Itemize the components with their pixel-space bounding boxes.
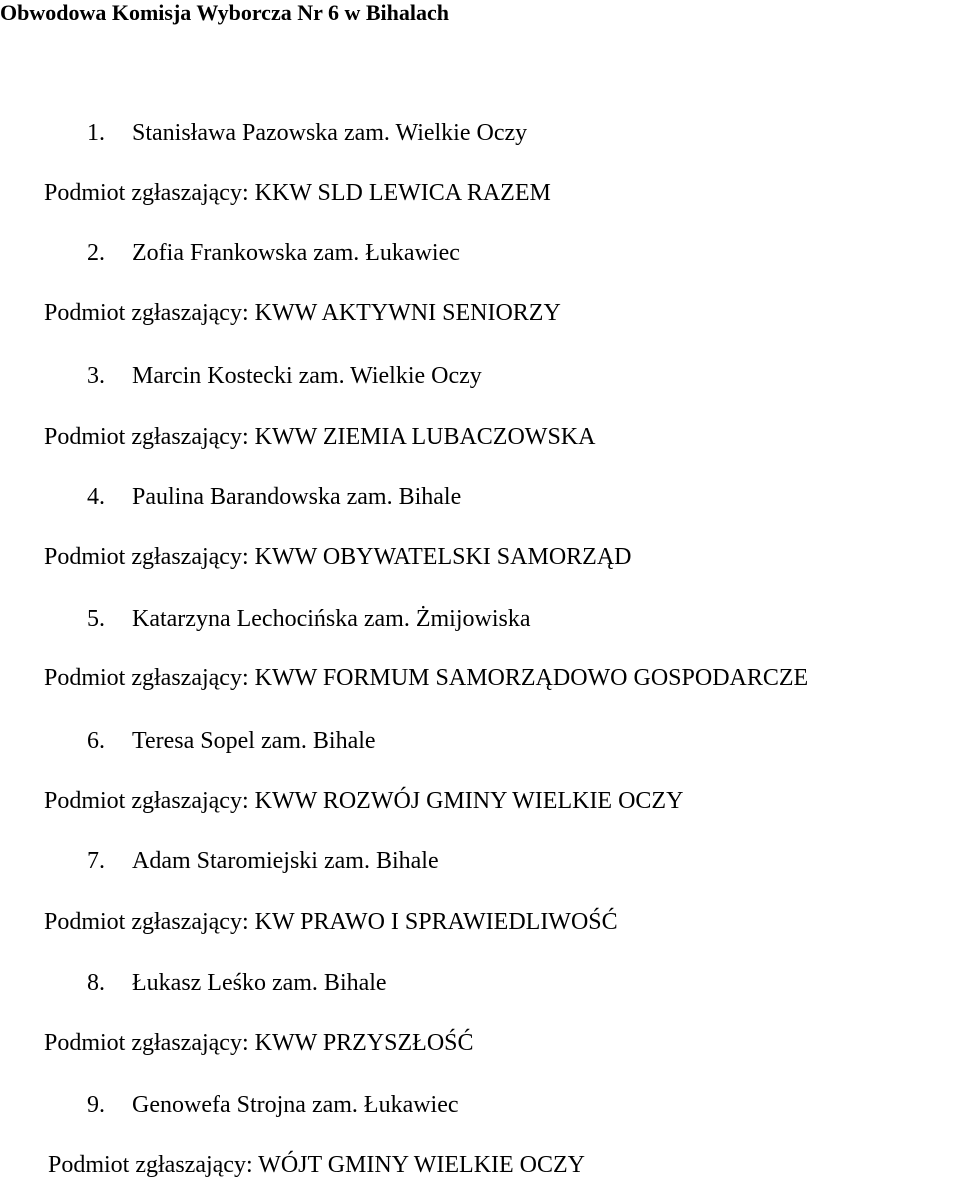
nominating-entity: Podmiot zgłaszający: KWW OBYWATELSKI SAMORZĄD — [44, 544, 632, 570]
page-title: Obwodowa Komisja Wyborcza Nr 6 w Bihalach — [0, 0, 449, 25]
member-name-address: Adam Staromiejski zam. Bihale — [132, 848, 439, 874]
nominating-entity: Podmiot zgłaszający: KW PRAWO I SPRAWIEDLIWOŚĆ — [44, 909, 618, 935]
member-name-address: Zofia Frankowska zam. Łukawiec — [132, 240, 460, 266]
nominating-entity: Podmiot zgłaszający: KWW FORMUM SAMORZĄDOWO GOSPODARCZE — [44, 665, 809, 691]
nominating-entity: Podmiot zgłaszający: KWW AKTYWNI SENIORZY — [44, 300, 561, 326]
nominating-entity: Podmiot zgłaszający: KKW SLD LEWICA RAZEM — [44, 180, 551, 206]
nominating-entity: Podmiot zgłaszający: WÓJT GMINY WIELKIE OCZY — [48, 1152, 586, 1178]
member-entry — [87, 483, 461, 511]
member-name-address: Marcin Kostecki zam. Wielkie Oczy — [132, 363, 482, 389]
member-number: 5. — [87, 606, 105, 632]
member-name-address: Genowefa Strojna zam. Łukawiec — [132, 1092, 459, 1118]
nominating-entity: Podmiot zgłaszający: KWW PRZYSZŁOŚĆ — [44, 1030, 474, 1056]
member-number: 3. — [87, 363, 105, 389]
member-name-address: Katarzyna Lechocińska zam. Żmijowiska — [132, 606, 531, 632]
member-number: 2. — [87, 240, 105, 266]
member-number: 6. — [87, 728, 105, 754]
nominating-entity: Podmiot zgłaszający: KWW ROZWÓJ GMINY WIELKIE OCZY — [44, 788, 684, 814]
member-entry — [87, 605, 531, 633]
member-entry — [87, 119, 527, 147]
member-entry — [87, 362, 482, 390]
member-number: 9. — [87, 1092, 105, 1118]
member-number: 8. — [87, 970, 105, 996]
member-number: 7. — [87, 848, 105, 874]
member-number: 1. — [87, 120, 105, 146]
member-entry — [87, 847, 439, 875]
member-entry — [87, 239, 460, 267]
member-entry — [87, 1091, 459, 1119]
member-entry — [87, 727, 376, 755]
member-name-address: Teresa Sopel zam. Bihale — [132, 728, 376, 754]
nominating-entity: Podmiot zgłaszający: KWW ZIEMIA LUBACZOWSKA — [44, 424, 596, 450]
member-name-address: Paulina Barandowska zam. Bihale — [132, 484, 462, 510]
member-number: 4. — [87, 484, 105, 510]
member-name-address: Łukasz Leśko zam. Bihale — [132, 970, 387, 996]
member-name-address: Stanisława Pazowska zam. Wielkie Oczy — [132, 120, 528, 146]
member-entry — [87, 969, 387, 997]
